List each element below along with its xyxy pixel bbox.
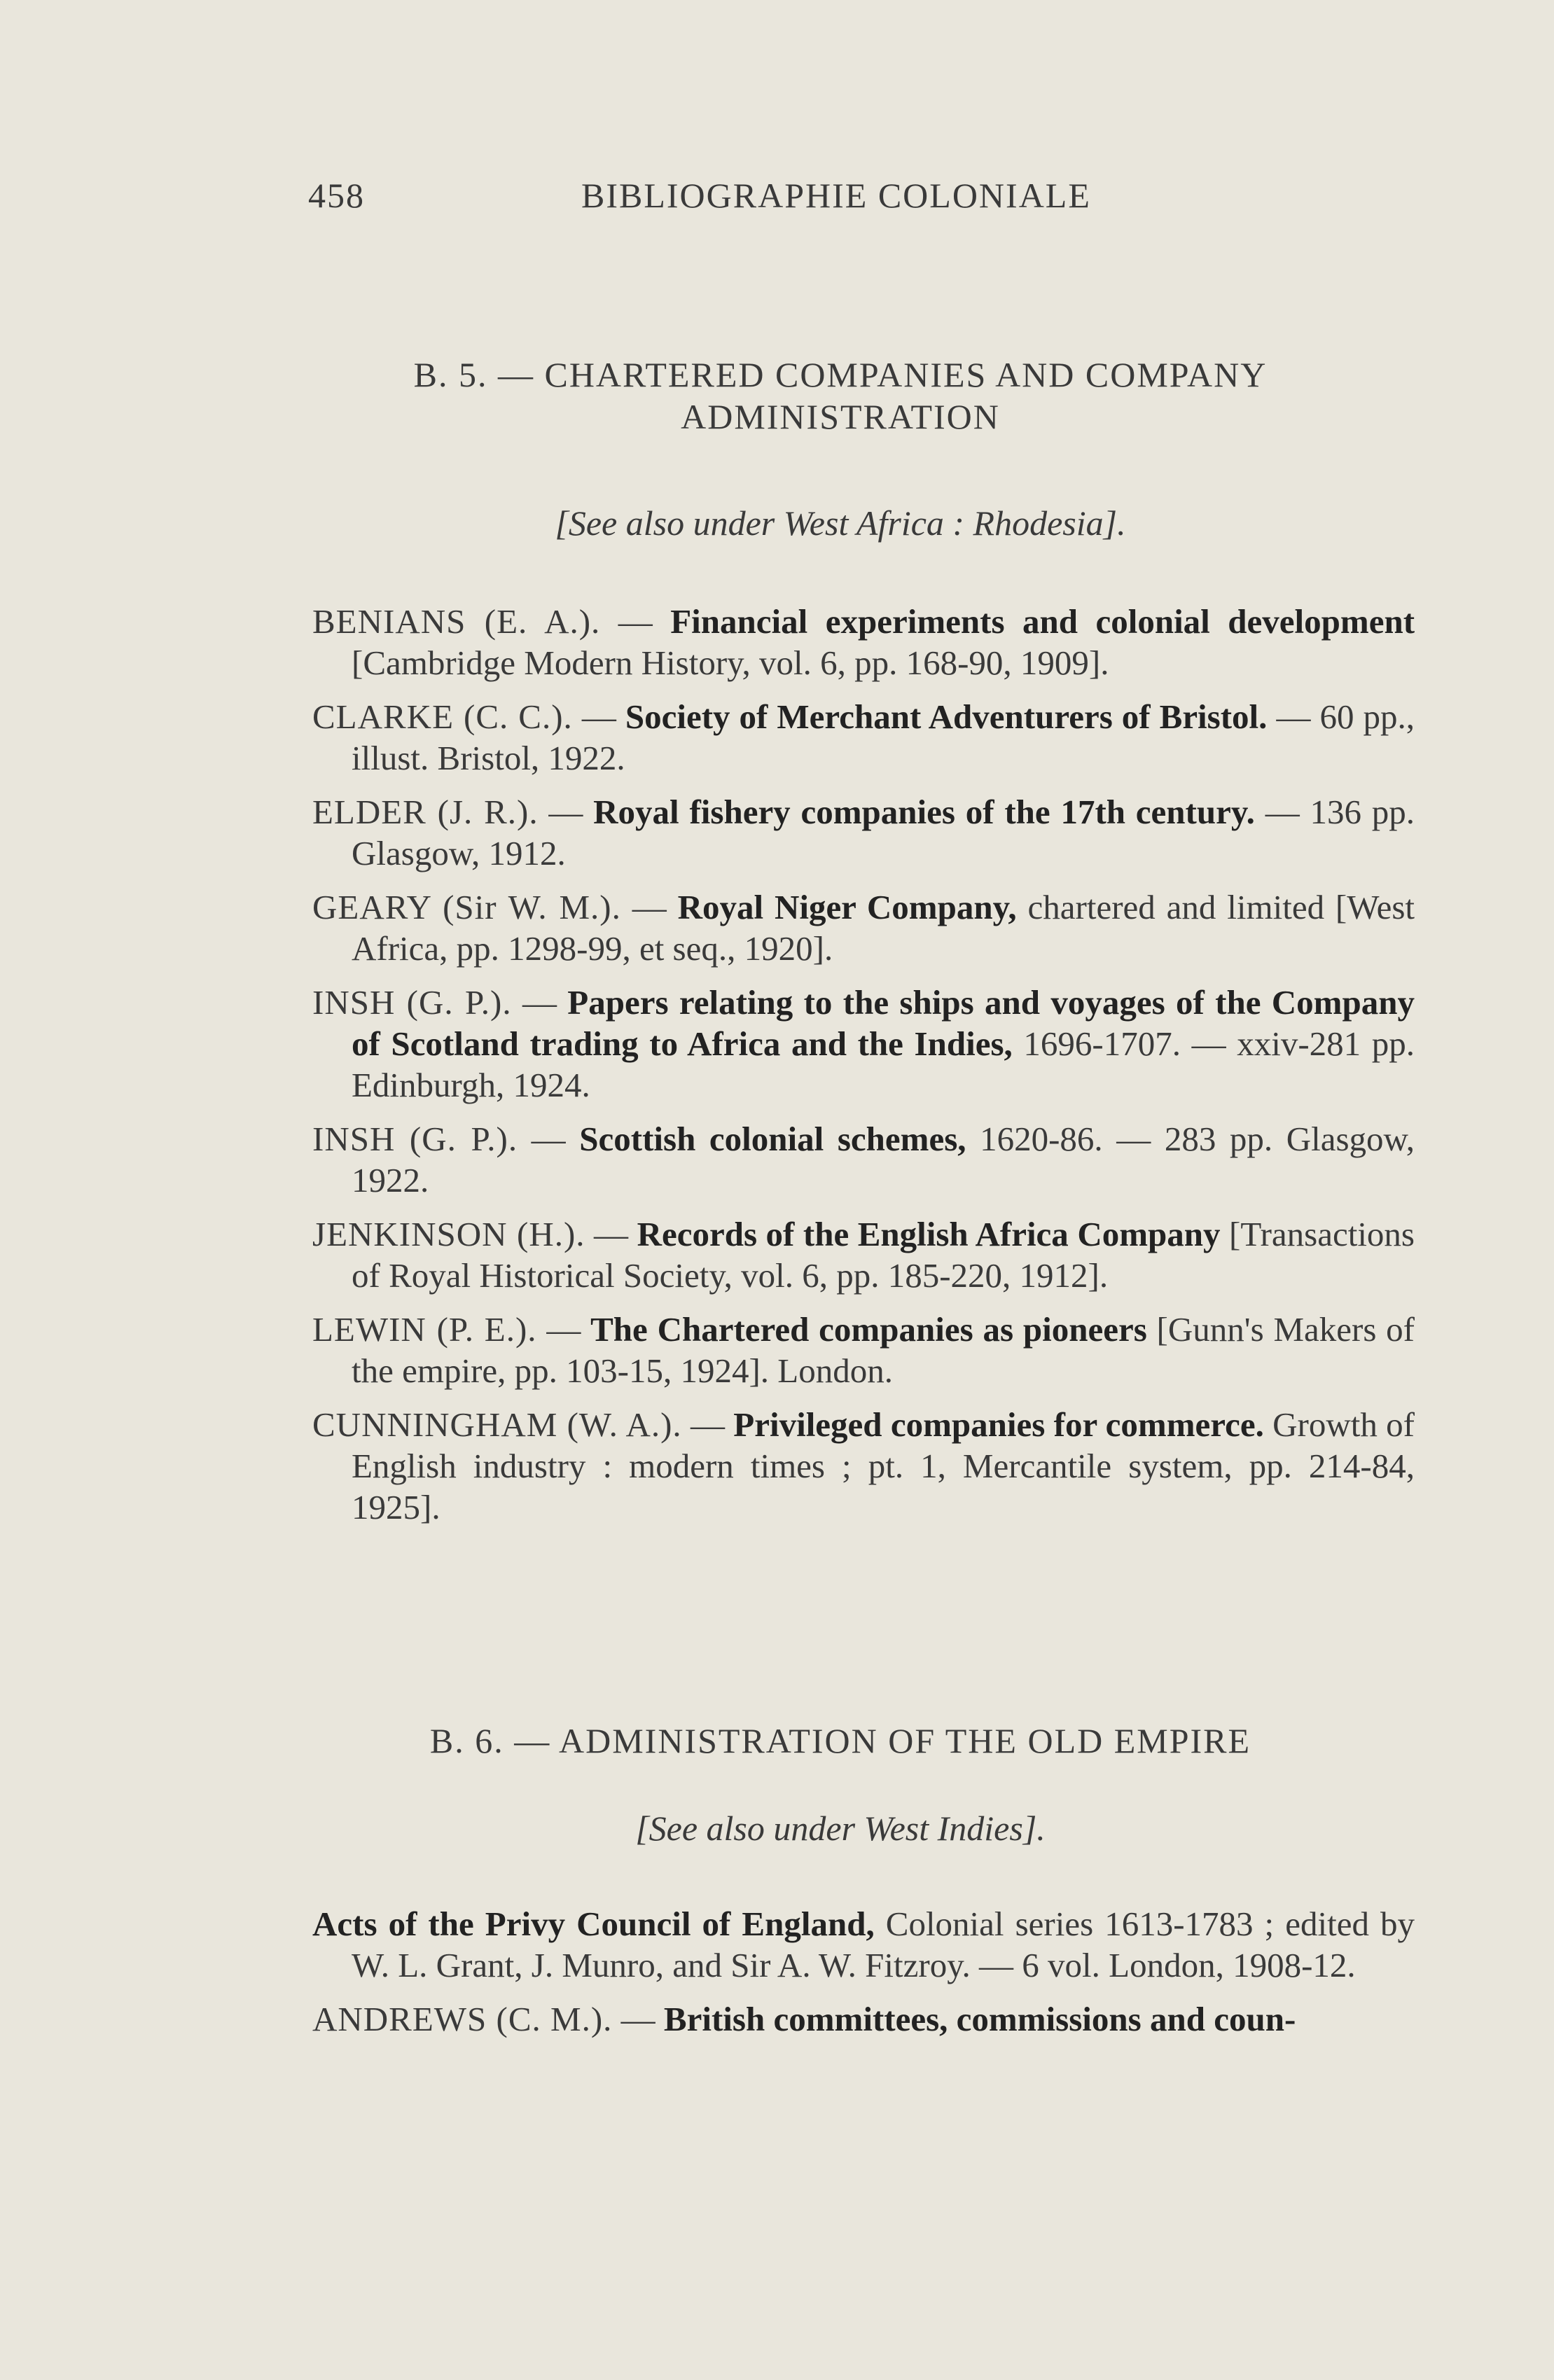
bibliography-entry (312, 1309, 1415, 1391)
entry-author: INSH (G. P.). (312, 1120, 518, 1158)
bibliography-list (312, 601, 1415, 1540)
entry-author: ANDREWS (C. M.). (312, 2000, 613, 2038)
bibliography-entry (312, 791, 1415, 874)
section-title-line: B. 5. — CHARTERED COMPANIES AND COMPANY (413, 355, 1268, 394)
bibliography-list (312, 1903, 1415, 2052)
page-header (308, 175, 1149, 224)
entry-title: Papers relating to the ships and voyages of the Company of Scotland trading to Africa and the Indies, (352, 983, 1415, 1063)
entry-author: ELDER (J. R.). (312, 793, 539, 831)
entry-separator: — (536, 1310, 591, 1349)
entry-details: 1620-86. — 283 pp. Glasgow, 1922. (352, 1120, 1415, 1199)
entry-author: BENIANS (E. A.). (312, 602, 601, 641)
entry-author: JENKINSON (H.). (312, 1215, 585, 1253)
entry-details: Colonial series 1613-1783 ; edited by W. L. Grant, J. Munro, and Sir A. W. Fitzroy. — 6 vol. London, 1908-12. (352, 1905, 1415, 1984)
entry-separator: — (585, 1215, 637, 1253)
entry-details: 1696-1707. — xxiv-281 pp. Edinburgh, 1924. (352, 1024, 1415, 1104)
entry-title: Acts of the Privy Council of England, (312, 1905, 875, 1943)
bibliography-entry (312, 696, 1415, 779)
bibliography-entry (312, 601, 1415, 683)
entry-title: Financial experiments and colonial development (670, 602, 1415, 641)
entry-separator: — (681, 1405, 734, 1444)
entry-details: [Cambridge Modern History, vol. 6, pp. 168-90, 1909]. (352, 643, 1109, 682)
page-number: 458 (308, 176, 365, 215)
entry-separator: — (572, 697, 625, 736)
entry-separator: — (620, 888, 678, 926)
entry-title: Society of Merchant Adventurers of Bristol. (625, 697, 1268, 736)
bibliography-entry (312, 1998, 1415, 2040)
entry-author: CLARKE (C. C.). (312, 697, 573, 736)
bibliography-entry (312, 1118, 1415, 1201)
bibliography-entry (312, 1903, 1415, 1986)
entry-title: Royal fishery companies of the 17th century. (593, 793, 1255, 831)
entry-separator: — (600, 602, 671, 641)
entry-title: British committees, commissions and coun- (663, 2000, 1296, 2038)
section-title-line: ADMINISTRATION (681, 397, 1000, 436)
entry-details: — 136 pp. Glasgow, 1912. (352, 793, 1415, 872)
entry-author: GEARY (Sir W. M.). (312, 888, 621, 926)
entry-separator: — (612, 2000, 664, 2038)
section-title-b5 (280, 354, 1401, 438)
entry-author: CUNNINGHAM (W. A.). (312, 1405, 682, 1444)
section-title-b6: B. 6. — ADMINISTRATION OF THE OLD EMPIRE (429, 1721, 1251, 1760)
entry-details: [Transactions of Royal Historical Society, vol. 6, pp. 185-220, 1912]. (352, 1215, 1415, 1295)
entry-details: chartered and limited [West Africa, pp. 1298-99, et seq., 1920]. (352, 888, 1415, 968)
see-also-note: [See also under West Indies]. (635, 1809, 1046, 1848)
entry-author: INSH (G. P.). (312, 983, 512, 1022)
entry-separator: — (511, 983, 568, 1022)
entry-separator: — (538, 793, 594, 831)
running-title: BIBLIOGRAPHIE COLONIALE (581, 176, 1091, 215)
entry-title: The Chartered companies as pioneers (590, 1310, 1147, 1349)
entry-title: Records of the English Africa Company (637, 1215, 1221, 1253)
see-also-note: [See also under West Africa : Rhodesia]. (555, 503, 1126, 543)
entry-details: [Gunn's Makers of the empire, pp. 103-15, 1924]. London. (352, 1310, 1415, 1390)
bibliography-entry (312, 982, 1415, 1106)
entry-title: Scottish colonial schemes, (579, 1120, 966, 1158)
bibliography-entry (312, 886, 1415, 969)
bibliography-entry (312, 1404, 1415, 1528)
entry-separator: — (518, 1120, 580, 1158)
entry-title: Privileged companies for commerce. (733, 1405, 1264, 1444)
bibliography-entry (312, 1213, 1415, 1296)
entry-details: — 60 pp., illust. Bristol, 1922. (352, 697, 1415, 777)
entry-author: LEWIN (P. E.). (312, 1310, 537, 1349)
entry-title: Royal Niger Company, (677, 888, 1017, 926)
entry-details: Growth of English industry : modern times ; pt. 1, Mercantile system, pp. 214-84, 1925]. (352, 1405, 1415, 1526)
